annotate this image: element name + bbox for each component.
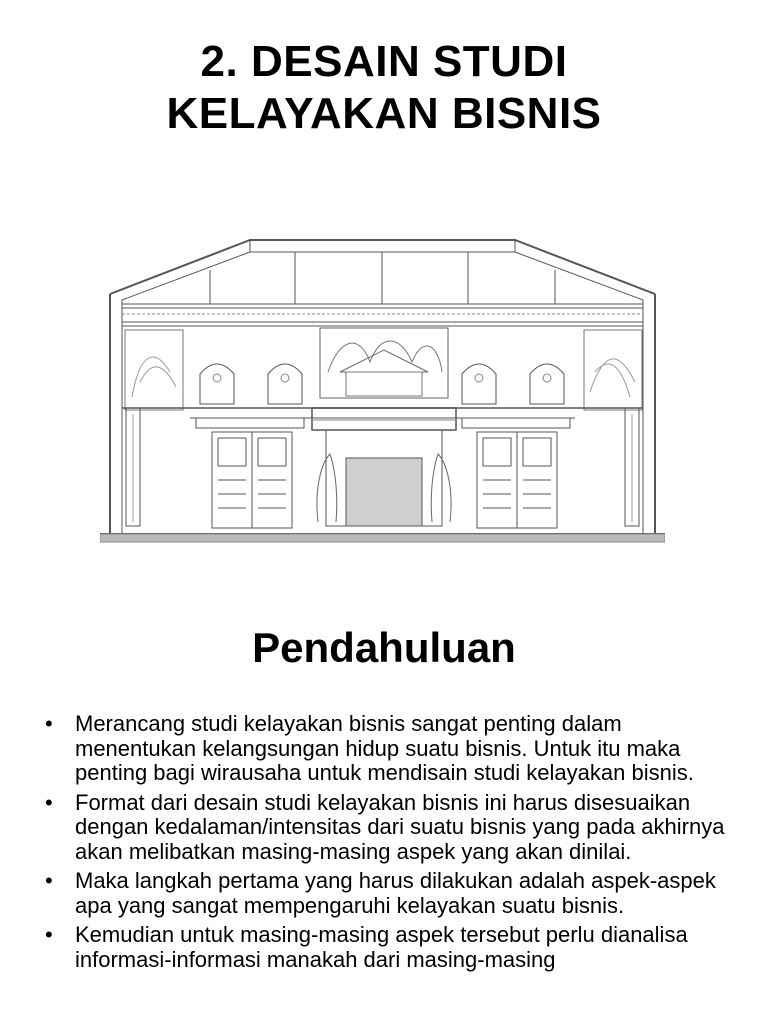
bullet-marker: • (45, 868, 53, 893)
bullet-marker: • (45, 789, 53, 815)
list-item-text: Maka langkah pertama yang harus dilakukan adalah aspek-aspek apa yang sangat mempengaruhi kelayakan suatu bisnis. (75, 868, 716, 918)
section-heading: Pendahuluan (252, 624, 516, 671)
building-elevation-illustration (100, 222, 665, 547)
slide-title-line-1: 2. DESAIN STUDI (200, 37, 568, 86)
list-item-text: Merancang studi kelayakan bisnis sangat penting dalam menentukan kelangsungan hidup suatu bisnis. Untuk itu maka penting bagi wirausaha untuk mendisain studi kelayakan bisnis. (75, 711, 694, 785)
slide-title (0, 36, 768, 140)
list-item (40, 869, 740, 918)
bullet-list (40, 712, 740, 977)
list-item (40, 923, 740, 972)
list-item (40, 791, 740, 865)
list-item-text: Format dari desain studi kelayakan bisnis ini harus disesuaikan dengan kedalaman/intensitas dari suatu bisnis yang pada akhirnya akan melibatkan masing-masing aspek yang akan dinilai. (75, 789, 725, 864)
bullet-marker: • (45, 711, 53, 736)
slide-title-line-2: KELAYAKAN BISNIS (166, 89, 602, 138)
list-item (40, 712, 740, 786)
list-item-text: Kemudian untuk masing-masing aspek tersebut perlu dianalisa informasi-informasi manakah dari masing-masing (75, 922, 688, 972)
bullet-marker: • (45, 922, 53, 947)
